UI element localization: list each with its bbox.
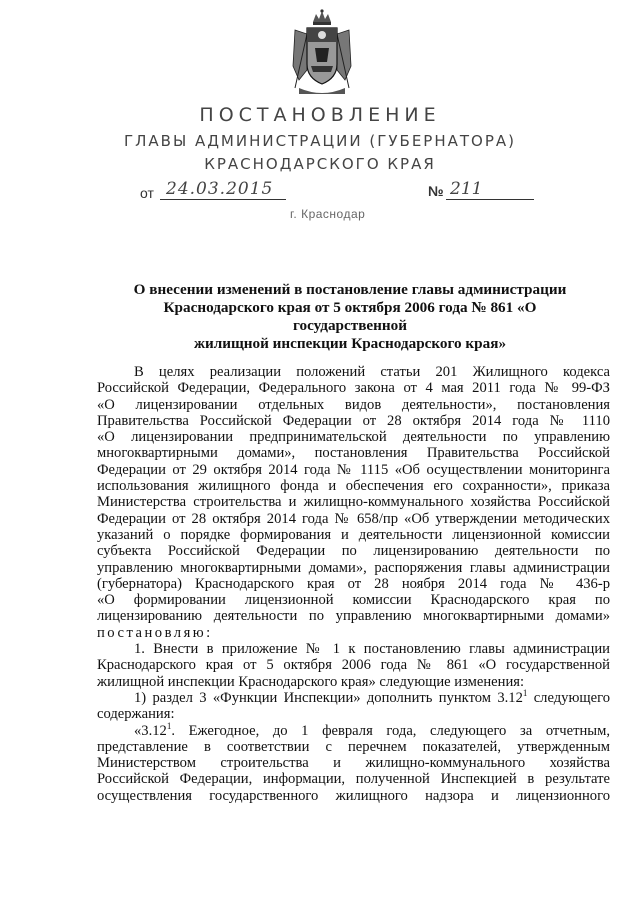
text-line: 1. Внести в приложение № 1 к постановлению главы администрации: [134, 641, 610, 658]
text-line: Российской Федерации, Федерального закона от 4 мая 2011 года № 99-ФЗ: [97, 380, 610, 397]
text-line: Министерством строительства и жилищно-коммунального хозяйства: [97, 755, 610, 772]
document-body: [97, 364, 610, 804]
handwritten-number: 211: [446, 179, 534, 200]
text-line: Федерации от 29 октября 2014 года № 1115 «Об осуществлении мониторинга: [97, 461, 610, 478]
document-type-heading: ПОСТАНОВЛЕНИЕ: [199, 104, 441, 126]
text-line: использования жилищного фонда и обеспечения его сохранности», приказа: [97, 478, 610, 495]
text-line: осуществления государственного жилищного надзора и лицензионного: [97, 787, 610, 804]
coat-of-arms-emblem: [291, 8, 353, 96]
text-line: субъекта Российской Федерации по лицензированию деятельности по: [97, 543, 610, 560]
text-line: В целях реализации положений статьи 201 Жилищного кодекса: [134, 364, 610, 380]
text-line: Краснодарского края от 5 октября 2006 года № 861 «О государственной: [97, 657, 610, 674]
title-line: жилищной инспекции Краснодарского края»: [193, 335, 507, 352]
text-line: Правительства Российской Федерации от 28 октября 2014 года № 1110: [97, 412, 610, 429]
date-number-row: [0, 179, 640, 207]
text-line: Федерации от 28 октября 2014 года № 658/пр «Об утверждении методических: [97, 510, 610, 527]
text-fragment: 1) раздел 3 «Функции Инспекции» дополнить пунктом 3.12: [134, 689, 523, 706]
text-line: многоквартирными домами», постановления Правительства Российской: [97, 445, 610, 462]
text-line: представление в соответствии с перечнем показателей, утвержденным: [97, 738, 610, 755]
text-fragment: «3.12: [134, 722, 167, 739]
city-label: г. Краснодар: [290, 207, 366, 221]
superscript: 1: [166, 720, 172, 731]
text-fragment: . Ежегодное, до 1 февраля года, следующего за отчетным,: [171, 722, 610, 739]
text-line: Российской Федерации, информации, полученной Инспекцией в результате: [97, 771, 610, 788]
text-line: управлению многоквартирными домами», распоряжения главы администрации: [97, 559, 610, 576]
date-label: от: [140, 185, 154, 201]
text-line: Министерства строительства и жилищно-коммунального хозяйства Российской: [97, 494, 610, 511]
title-line: Краснодарского края от 5 октября 2006 года № 861 «О государственной: [163, 299, 537, 334]
text-line: [97, 687, 611, 706]
document-title: [112, 281, 588, 353]
text-line: лицензированию деятельности по управлению многоквартирными домами»: [97, 608, 610, 625]
text-line: «О лицензировании отдельных видов деятельности», постановления: [97, 396, 610, 413]
text-line: содержания:: [97, 706, 175, 723]
text-line: «О формировании лицензионной комиссии Краснодарского края по: [97, 592, 610, 609]
handwritten-date: 24.03.2015: [160, 179, 286, 200]
text-line: жилищной инспекции Краснодарского края» следующие изменения:: [97, 673, 525, 690]
text-fragment: следующего: [527, 689, 611, 706]
region-heading: КРАСНОДАРСКОГО КРАЯ: [204, 155, 436, 173]
text-line: указаний о порядке формирования и деятельности лицензионной комиссии: [97, 526, 610, 543]
text-line: (губернатора) Краснодарского края от 28 ноября 2014 года № 436-р: [97, 575, 610, 592]
title-line: О внесении изменений в постановление главы администрации: [133, 281, 567, 298]
text-line: [97, 720, 610, 739]
resolve-word: постановляю:: [97, 624, 213, 641]
issuer-heading: ГЛАВЫ АДМИНИСТРАЦИИ (ГУБЕРНАТОРА): [123, 132, 517, 150]
number-label: №: [428, 183, 444, 199]
superscript: 1: [522, 687, 528, 698]
text-line: «О лицензировании предпринимательской деятельности по управлению: [97, 429, 610, 446]
